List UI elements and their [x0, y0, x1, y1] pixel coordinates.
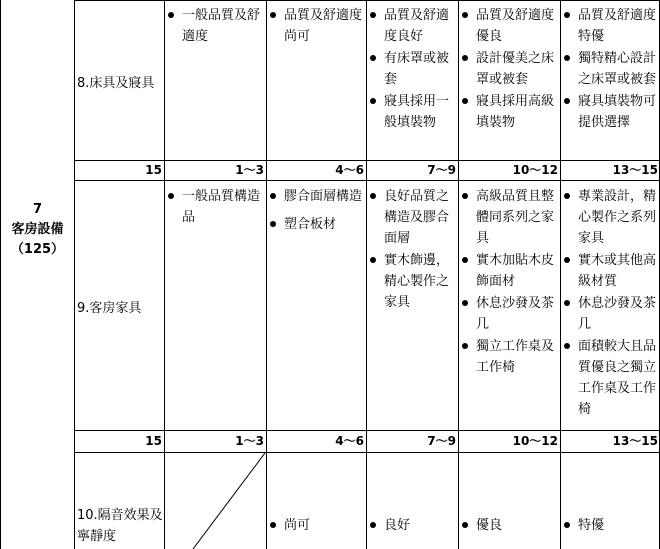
row10-cell-4 [461, 514, 559, 536]
list-item: 特優 [563, 515, 659, 536]
list-item: 實木加貼木皮飾面材 [461, 250, 559, 292]
range-5: 13～15 [612, 163, 658, 177]
list-item: 有床罩或被套 [369, 48, 457, 90]
list-item: 休息沙發及茶几 [563, 293, 659, 335]
row8-cell-5 [563, 4, 659, 133]
row-label: 8.床具及寢具 [77, 76, 155, 91]
range-2: 4～6 [335, 163, 364, 177]
list-item: 休息沙發及茶几 [461, 293, 559, 335]
list-item: 專業設計，精心製作之系列家具 [563, 186, 659, 249]
list-item: 品質及舒適度尚可 [269, 5, 365, 47]
row-score: 15 [145, 434, 162, 448]
list-item: 面積較大且品質優良之獨立工作桌及工作椅 [563, 336, 659, 420]
row8-cell-1 [167, 4, 264, 47]
range-1: 1～3 [235, 434, 264, 448]
list-item: 良好品質之構造及膠合面層 [369, 186, 457, 249]
range-3: 7～9 [427, 163, 456, 177]
list-item: 膠合面層構造 [269, 186, 365, 207]
range-2: 4～6 [335, 434, 364, 448]
category-name: 客房設備 [11, 222, 64, 237]
row-score: 15 [145, 163, 162, 177]
category-cell [1, 200, 74, 290]
list-item: 尚可 [269, 515, 365, 536]
list-item: 實木或其他高級材質 [563, 250, 659, 292]
row9-cell-2 [269, 185, 365, 235]
list-item: 優良 [461, 515, 559, 536]
list-item: 寢具填裝物可提供選擇 [563, 91, 659, 133]
diagonal-line [165, 453, 266, 549]
row8-cell-3 [369, 4, 457, 133]
row10-cell-5 [563, 514, 659, 536]
row9-cell-5 [563, 185, 659, 420]
list-item: 一般品質構造品 [167, 186, 264, 228]
range-4: 10～12 [512, 434, 558, 448]
row9-cell-4 [461, 185, 559, 378]
list-item: 塑合板材 [269, 214, 365, 235]
list-item: 品質及舒適度優良 [461, 5, 559, 47]
row-label: 9.客房家具 [77, 301, 142, 316]
range-1: 1～3 [235, 163, 264, 177]
list-item: 品質及舒適度特優 [563, 5, 659, 47]
list-item: 一般品質及舒適度 [167, 5, 264, 47]
range-5: 13～15 [612, 434, 658, 448]
list-item: 良好 [369, 515, 457, 536]
list-item: 高級品質且整體同系列之家具 [461, 186, 559, 249]
list-item: 獨特精心設計之床罩或被套 [563, 48, 659, 90]
category-number: 7 [32, 202, 43, 217]
row-label: 10.隔音效果及寧靜度 [77, 508, 163, 544]
list-item: 寢具採用一般填裝物 [369, 91, 457, 133]
row10-cell-2 [269, 514, 365, 536]
category-score: （125） [10, 242, 65, 257]
list-item: 實木飾邊，精心製作之家具 [369, 250, 457, 313]
list-item: 寢具採用高級填裝物 [461, 91, 559, 133]
list-item: 獨立工作桌及工作椅 [461, 336, 559, 378]
range-4: 10～12 [512, 163, 558, 177]
row8-cell-2 [269, 4, 365, 47]
row10-cell-3 [369, 514, 457, 536]
list-item: 設計優美之床罩或被套 [461, 48, 559, 90]
row9-cell-1 [167, 185, 264, 228]
row9-cell-3 [369, 185, 457, 313]
row8-cell-4 [461, 4, 559, 133]
range-3: 7～9 [427, 434, 456, 448]
list-item: 品質及舒適度良好 [369, 5, 457, 47]
